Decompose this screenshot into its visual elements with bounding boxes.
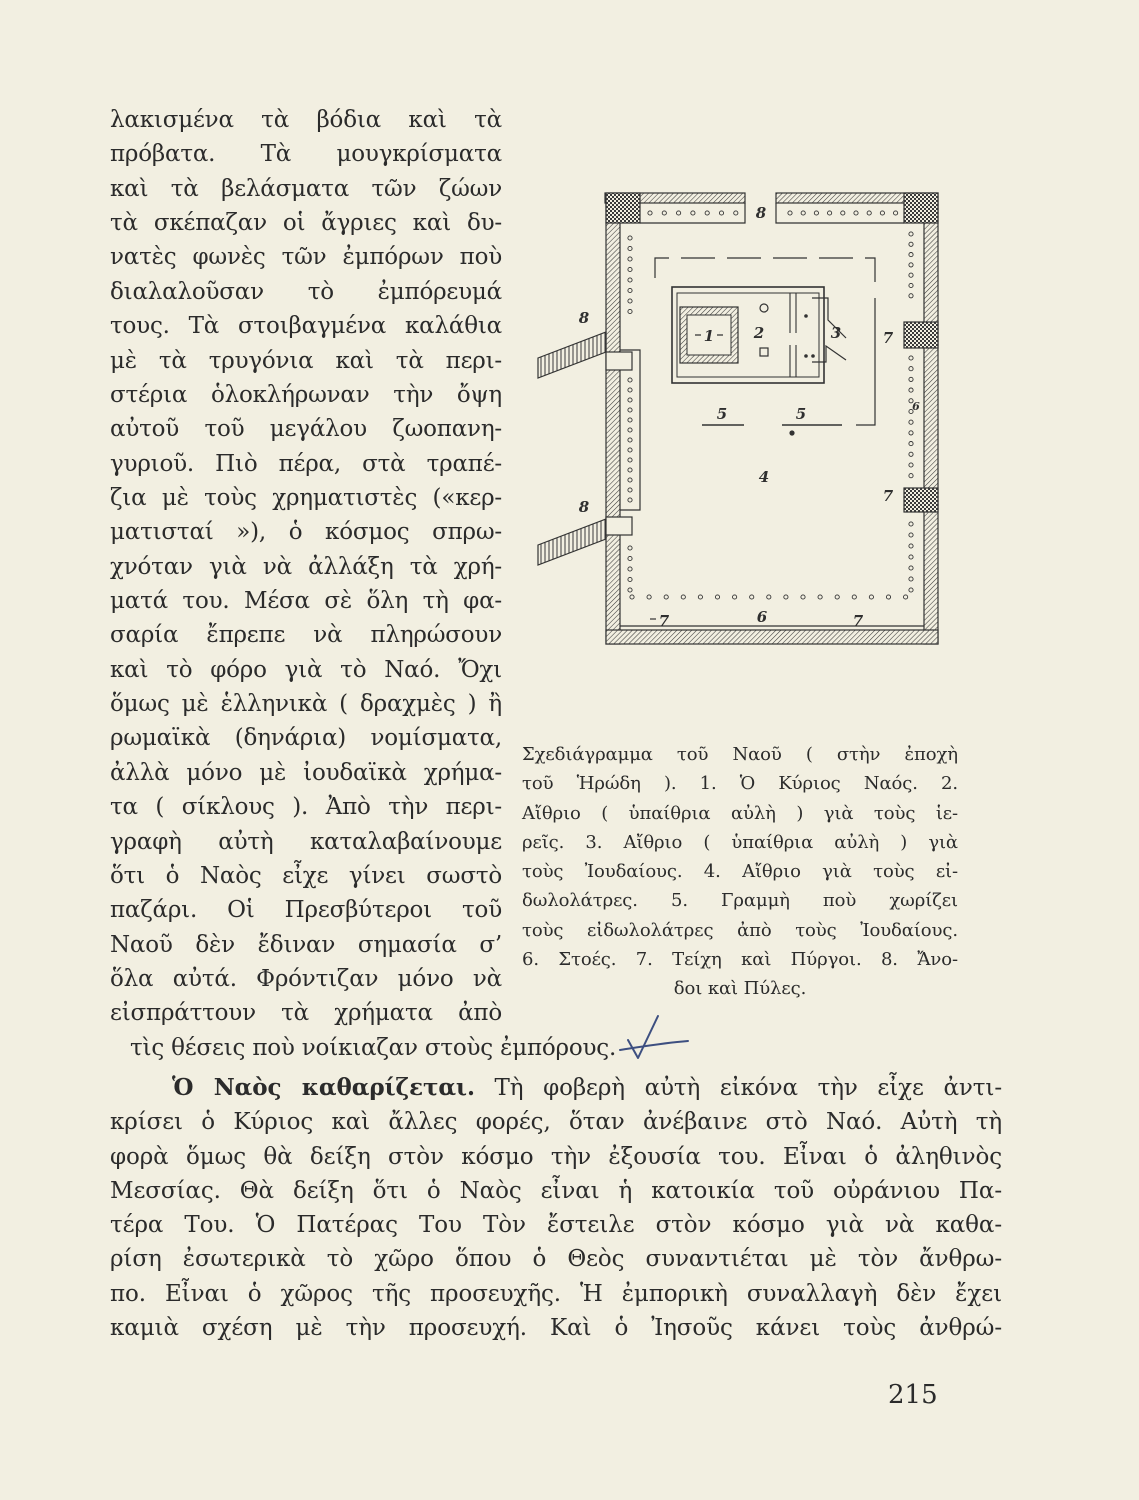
colonnade-column	[828, 211, 832, 215]
colonnade-column	[715, 595, 719, 599]
colonnade-column	[677, 211, 681, 215]
colonnade-column	[628, 267, 632, 271]
text-line: φορὰ ὅμως θὰ δείξη στὸν κόσμο τὴν ἐξουσία του. Εἶναι ὁ ἀληθινὸς	[110, 1143, 1002, 1170]
text-line: νατὲς φωνὲς τῶν ἐμπόρων ποὺ	[110, 244, 502, 271]
colonnade-dots	[628, 211, 913, 599]
text-line: πο. Εἶναι ὁ χῶρος τῆς προσευχῆς. Ἡ ἐμπορικὴ συναλλαγὴ δὲν ἔχει	[110, 1280, 1002, 1307]
colonnade-column	[801, 211, 805, 215]
text-line: τὶς θέσεις ποὺ νοίκιαζαν στοὺς ἐμπόρους.	[130, 1034, 617, 1061]
text-line	[110, 1071, 1002, 1105]
colonnade-column	[628, 309, 632, 313]
colonnade-column	[909, 263, 913, 267]
text-line: ὅμως μὲ ἑλληνικὰ ( δραχμὲς ) ἢ	[110, 691, 502, 718]
text-line: εἰσπράττουν τὰ χρήματα ἀπὸ	[110, 1000, 502, 1027]
south-wall	[606, 630, 938, 644]
text-line: καὶ τὸ φόρο γιὰ τὸ Ναό. Ὄχι	[110, 656, 502, 683]
gate-west-lower	[606, 517, 632, 535]
label-gate: 8	[578, 498, 590, 516]
altar	[760, 304, 768, 312]
caption-line: τοὺς εἰδωλολάτρες ἀπὸ τοὺς Ἰουδαίους.	[522, 919, 958, 941]
colonnade-column	[909, 577, 913, 581]
handwritten-check-mark	[618, 1012, 690, 1064]
colonnade-column	[909, 533, 913, 537]
court-dot	[812, 355, 815, 358]
colonnade-column	[628, 438, 632, 442]
colonnade-column	[691, 211, 695, 215]
text-line: παζάρι. Οἱ Πρεσβύτεροι τοῦ	[110, 897, 502, 924]
label-gate: 8	[578, 309, 590, 327]
label-walls: 7	[852, 612, 864, 630]
caption-line: 6. Στοές. 7. Τείχη καὶ Πύργοι. 8. Ἄνο-	[522, 949, 958, 971]
colonnade-column	[648, 211, 652, 215]
colonnade-column	[814, 211, 818, 215]
label-temple: 1	[703, 327, 715, 345]
colonnade-column	[628, 418, 632, 422]
caption-line: δωλολάτρες. 5. Γραμμὴ ποὺ χωρίζει	[522, 890, 958, 912]
colonnade-column	[909, 273, 913, 277]
colonnade-column	[909, 253, 913, 257]
colonnade-column	[705, 211, 709, 215]
colonnade-column	[681, 595, 685, 599]
caption-line: Αἴθριο ( ὑπαίθρια αὐλὴ ) γιὰ τοὺς ἱε-	[522, 802, 958, 824]
colonnade-column	[628, 299, 632, 303]
label-porticoes: 6	[756, 608, 768, 626]
text-line: τέρα Του. Ὁ Πατέρας Του Τὸν ἔστειλε στὸν κόσμο γιὰ νὰ καθα-	[110, 1212, 1002, 1239]
laver	[760, 348, 768, 356]
label-walls: 7	[658, 612, 670, 630]
colonnade-column	[628, 257, 632, 261]
colonnade-column	[909, 377, 913, 381]
text-line: ματισταί »), ὁ κόσμος σπρω-	[110, 519, 502, 546]
colonnade-column	[630, 595, 634, 599]
colonnade-column	[909, 474, 913, 478]
court-boundary-top	[655, 258, 875, 285]
figure-caption	[522, 740, 958, 1004]
colonnade-column	[628, 428, 632, 432]
section-temple-cleansing	[110, 1071, 1002, 1345]
colonnade-column	[909, 294, 913, 298]
colonnade-column	[628, 567, 632, 571]
colonnade-column	[628, 278, 632, 282]
colonnade-column	[734, 211, 738, 215]
tower-east-upper	[904, 322, 938, 348]
caption-line: Σχεδιάγραμμα τοῦ Ναοῦ ( στὴν ἐποχὴ	[522, 744, 958, 765]
left-column-text	[110, 103, 617, 1065]
text-line: Μεσσίας. Θὰ δείξη ὅτι ὁ Ναὸς εἶναι ἡ κατοικία τοῦ οὐράνιου Πα-	[110, 1177, 1002, 1204]
text-line: μὲ τὰ τρυγόνια καὶ τὰ περι-	[110, 347, 502, 374]
court-boundary-right	[856, 298, 875, 425]
colonnade-column	[788, 211, 792, 215]
text-line: γραφὴ αὐτὴ καταλαβαίνουμε	[110, 828, 502, 855]
tower-east-lower	[904, 488, 938, 512]
colonnade-column	[909, 566, 913, 570]
text-line: κρίσει ὁ Κύριος καὶ ἄλλες φορές, ὅταν ἀνέβαινε στὸ Ναό. Αὐτὴ τὴ	[110, 1109, 1002, 1136]
colonnade-column	[767, 595, 771, 599]
colonnade-column	[867, 211, 871, 215]
colonnade-column	[909, 452, 913, 456]
colonnade-column	[909, 555, 913, 559]
colonnade-column	[784, 595, 788, 599]
page-number: 215	[888, 1380, 938, 1410]
caption-line: τοῦ Ἡρώδη ). 1. Ὁ Κύριος Ναός. 2.	[522, 773, 958, 795]
text-line: γυριοῦ. Πιὸ πέρα, στὰ τραπέ-	[110, 450, 502, 477]
text-line: πρόβατα. Τὰ μουγκρίσματα	[110, 141, 502, 168]
colonnade-column	[909, 588, 913, 592]
colonnade-column	[909, 283, 913, 287]
label-porticoes: 6	[912, 400, 920, 413]
court-dot	[805, 355, 808, 358]
text-line: ματά του. Μέσα σὲ ὅλη τὴ φα-	[110, 588, 502, 615]
text-line: λακισμένα τὰ βόδια καὶ τὰ	[110, 107, 502, 133]
label-tower: 7	[882, 329, 894, 347]
caption-line: ρεῖς. 3. Αἴθριο ( ὑπαίθρια αὐλὴ ) γιὰ	[522, 831, 958, 853]
colonnade-column	[698, 595, 702, 599]
text-line: τὰ σκέπαζαν οἱ ἄγριες καὶ δυ-	[110, 210, 502, 237]
label-gentiles-court: 4	[758, 468, 770, 486]
gate-west-upper	[606, 352, 632, 370]
colonnade-column	[835, 595, 839, 599]
colonnade-column	[664, 595, 668, 599]
east-wall	[924, 203, 938, 644]
colonnade-column	[628, 378, 632, 382]
colonnade-column	[628, 468, 632, 472]
colonnade-column	[841, 211, 845, 215]
label-dividing-line: 5	[795, 405, 807, 423]
text-line: ὅλα αὐτά. Φρόντιζαν μόνο νὰ	[110, 965, 502, 992]
colonnade-column	[909, 388, 913, 392]
north-colonnade-frame	[640, 203, 904, 223]
label-tower: 7	[882, 487, 894, 505]
colonnade-column	[909, 522, 913, 526]
colonnade-column	[801, 595, 805, 599]
west-wall	[606, 203, 620, 644]
text-line: ρίση ἐσωτερικὰ τὸ χῶρο ὅπου ὁ Θεὸς συναντιέται μὲ τὸν ἄνθρω-	[110, 1246, 1002, 1273]
colonnade-column	[909, 544, 913, 548]
text-line: τα ( σίκλους ). Ἀπὸ τὴν περι-	[110, 794, 502, 821]
text-line-rest: Τὴ φοβερὴ αὐτὴ εἰκόνα τὴν εἶχε ἀντι-	[494, 1075, 1002, 1101]
colonnade-column	[909, 463, 913, 467]
text-line: ἀλλὰ μόνο μὲ ἰουδαϊκὰ χρήμα-	[110, 759, 502, 786]
colonnade-column	[628, 398, 632, 402]
colonnade-column	[628, 478, 632, 482]
colonnade-column	[852, 595, 856, 599]
colonnade-column	[628, 498, 632, 502]
colonnade-column	[628, 388, 632, 392]
colonnade-column	[818, 595, 822, 599]
text-line: ζια μὲ τοὺς χρηματιστὲς («κερ-	[110, 484, 502, 511]
colonnade-column	[628, 458, 632, 462]
inner-partition	[790, 293, 796, 377]
label-dividing-line: 5	[716, 405, 728, 423]
colonnade-column	[909, 367, 913, 371]
caption-line: δοι καὶ Πύλες.	[673, 978, 807, 1000]
colonnade-column	[647, 595, 651, 599]
section-heading: Ὁ Ναὸς καθαρίζεται.	[172, 1074, 475, 1101]
text-line: ὅτι ὁ Ναὸς εἶχε γίνει σωστὸ	[110, 862, 502, 889]
colonnade-column	[733, 595, 737, 599]
text-line: τους. Τὰ στοιβαγμένα καλάθια	[110, 313, 502, 340]
text-line: καὶ τὰ βελάσματα τῶν ζώων	[110, 175, 502, 202]
colonnade-column	[886, 595, 890, 599]
stairway-west-lower	[538, 519, 606, 565]
label-priests-court: 2	[753, 324, 765, 342]
colonnade-column	[662, 211, 666, 215]
text-line: σαρία ἔπρεπε νὰ πληρώσουν	[110, 622, 502, 649]
colonnade-column	[628, 448, 632, 452]
colonnade-column	[628, 288, 632, 292]
label-gate: 8	[755, 204, 767, 222]
colonnade-column	[909, 356, 913, 360]
colonnade-column	[750, 595, 754, 599]
colonnade-column	[854, 211, 858, 215]
dividing-line-marker	[789, 430, 794, 435]
text-line: καμιὰ σχέση μὲ τὴν προσευχή. Καὶ ὁ Ἰησοῦς κάνει τοὺς ἀνθρώ-	[110, 1314, 1002, 1341]
colonnade-column	[909, 442, 913, 446]
court-dot	[805, 315, 808, 318]
colonnade-column	[909, 242, 913, 246]
colonnade-column	[909, 431, 913, 435]
corner-tower-ne	[904, 193, 938, 223]
text-line: Ναοῦ δὲν ἔδιναν σημασία σ’	[110, 931, 502, 958]
temple-plan-diagram	[530, 185, 950, 655]
colonnade-column	[719, 211, 723, 215]
colonnade-column	[880, 211, 884, 215]
colonnade-column	[904, 595, 908, 599]
colonnade-column	[628, 246, 632, 250]
colonnade-column	[628, 577, 632, 581]
colonnade-column	[628, 546, 632, 550]
colonnade-column	[628, 408, 632, 412]
colonnade-column	[628, 556, 632, 560]
corner-tower-nw	[606, 193, 640, 223]
colonnade-column	[628, 588, 632, 592]
text-line: αὐτοῦ τοῦ μεγάλου ζωοπανη-	[110, 416, 502, 443]
stairway-west-upper	[538, 332, 606, 378]
text-line: στέρια ὁλοκλήρωναν τὴν ὄψη	[110, 381, 502, 408]
colonnade-column	[894, 211, 898, 215]
text-line: διαλαλοῦσαν τὸ ἐμπόρευμά	[110, 278, 502, 305]
colonnade-column	[628, 236, 632, 240]
text-line: ρωμαϊκὰ (δηνάρια) νομίσματα,	[110, 725, 502, 752]
colonnade-column	[909, 420, 913, 424]
colonnade-column	[869, 595, 873, 599]
west-colonnade-frame	[620, 350, 640, 510]
label-jews-court: 3	[830, 324, 842, 342]
colonnade-column	[628, 488, 632, 492]
caption-line: τοὺς Ἰουδαίους. 4. Αἴθριο γιὰ τοὺς εἰ-	[522, 861, 958, 883]
text-line: χνόταν γιὰ νὰ ἀλλάξη τὰ χρή-	[110, 553, 502, 580]
colonnade-column	[909, 232, 913, 236]
